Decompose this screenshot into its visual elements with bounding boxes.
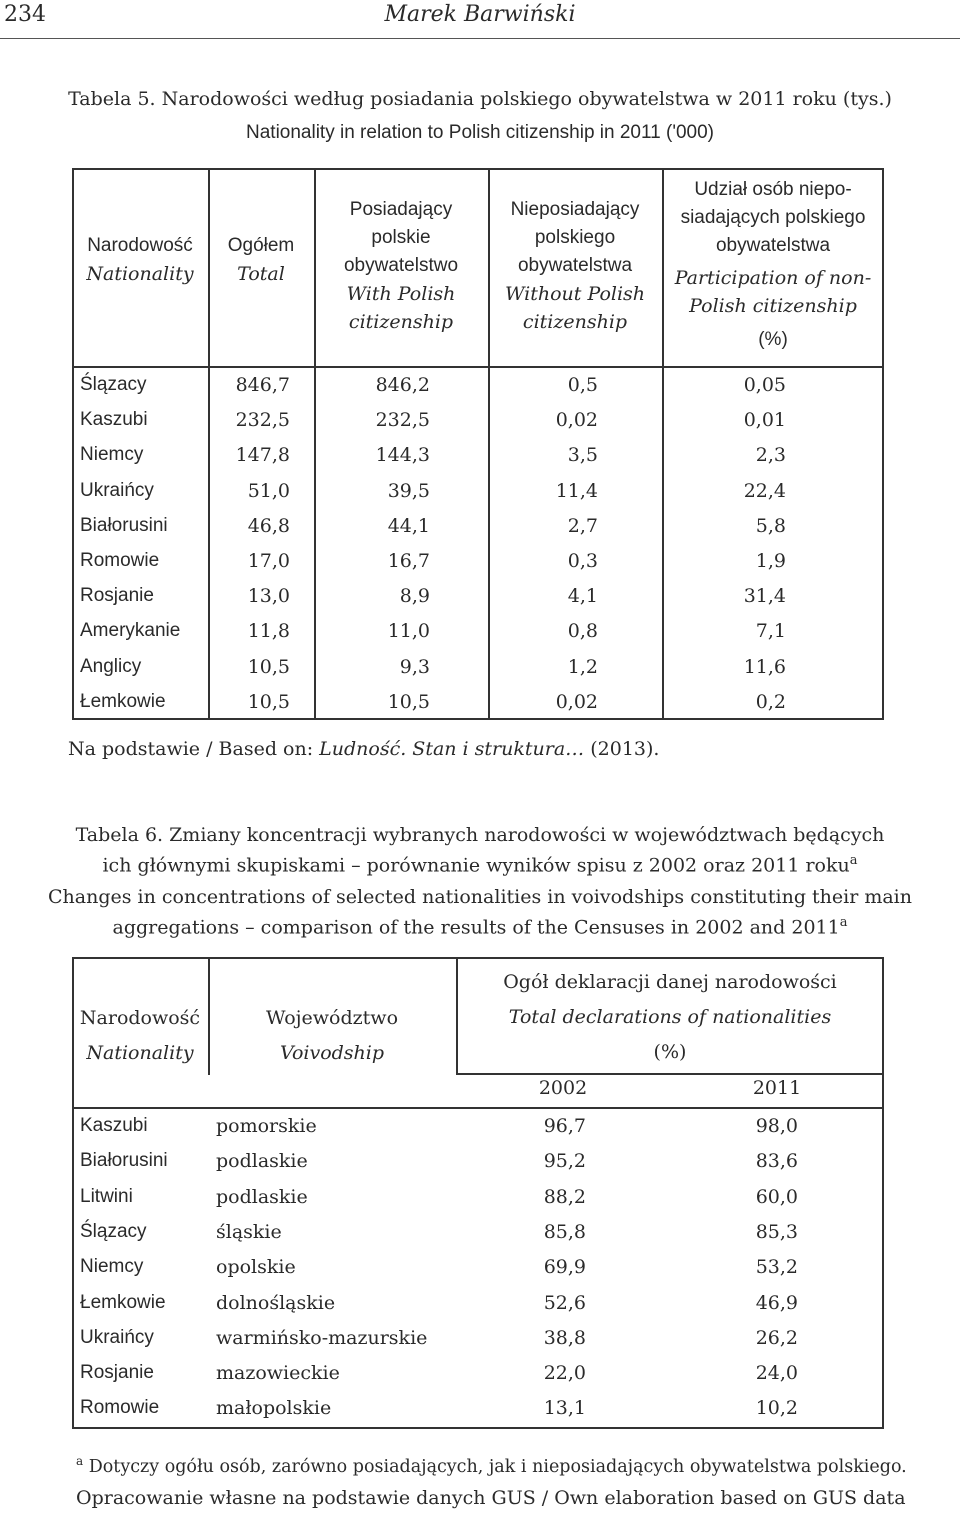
- value-2011-cell: 24,0: [755, 1362, 798, 1385]
- nationality-cell: Ślązacy: [80, 1220, 147, 1242]
- table6-source: Opracowanie własne na podstawie danych GUS / Own elaboration based on GUS data: [76, 1487, 906, 1509]
- header-en: Without Polish: [504, 283, 646, 305]
- table-row: [72, 544, 884, 579]
- footnote-marker: a: [76, 1454, 84, 1468]
- value-cell: 22,4: [743, 479, 786, 502]
- table6-header-nationality: [72, 1001, 208, 1071]
- value-2011-cell: 83,6: [755, 1150, 798, 1173]
- value-cell: 232,5: [235, 409, 290, 432]
- value-cell: 0,3: [567, 550, 598, 572]
- value-cell: 8,9: [399, 585, 430, 608]
- header-en: Voivodship: [279, 1042, 385, 1064]
- value-2011-cell: 98,0: [755, 1115, 798, 1137]
- value-cell: 10,5: [387, 690, 430, 713]
- caption-text: aggregations – comparison of the results of the Censuses in 2002 and 2011: [112, 916, 840, 939]
- header-unit: (%): [653, 1041, 687, 1063]
- header-pl: Narodowość: [79, 1007, 201, 1029]
- page-number: 234: [4, 2, 46, 27]
- value-cell: 1,9: [755, 550, 786, 572]
- header-pl: Posiadający: [349, 199, 453, 220]
- header-pl: Województwo: [265, 1007, 399, 1029]
- value-2002-cell: 88,2: [543, 1185, 586, 1208]
- value-cell: 144,3: [375, 444, 430, 467]
- value-cell: 0,02: [555, 690, 598, 713]
- value-cell: 1,2: [567, 655, 598, 678]
- nationality-cell: Niemcy: [80, 1256, 144, 1278]
- header-en: Total declarations of nationalities: [508, 1006, 832, 1028]
- value-cell: 16,7: [387, 550, 430, 572]
- source-title: Ludność. Stan i struktura…: [319, 738, 585, 760]
- table5: [72, 168, 884, 720]
- table-row: [72, 474, 884, 509]
- value-2002-cell: 22,0: [543, 1362, 586, 1385]
- table-row: [72, 368, 884, 403]
- nationality-cell: Amerykanie: [80, 620, 181, 642]
- voivodship-cell: mazowieckie: [216, 1362, 340, 1385]
- nationality-cell: Anglicy: [80, 655, 142, 677]
- value-cell: 0,8: [567, 620, 598, 643]
- value-2011-cell: 60,0: [755, 1185, 798, 1208]
- header-en: Nationality: [86, 1042, 194, 1064]
- table5-caption-pl: Tabela 5. Narodowości według posiadania polskiego obywatelstwa w 2011 roku (tys.): [68, 88, 892, 110]
- header-en: Nationality: [86, 263, 194, 285]
- table5-header-without-citizenship: [488, 196, 662, 336]
- value-cell: 2,7: [567, 514, 598, 537]
- table6: [72, 957, 884, 1429]
- value-cell: 2,3: [755, 444, 786, 467]
- voivodship-cell: podlaskie: [216, 1185, 308, 1208]
- table-row: [72, 1391, 884, 1426]
- value-cell: 46,8: [247, 514, 290, 537]
- value-cell: 17,0: [247, 550, 290, 572]
- nationality-cell: Romowie: [80, 1397, 160, 1419]
- table6-caption-pl-1: Tabela 6. Zmiany koncentracji wybranych narodowości w województwach będących: [75, 824, 885, 846]
- value-cell: 5,8: [755, 514, 786, 537]
- header-pl: obywatelstwa: [715, 235, 831, 256]
- value-cell: 0,5: [567, 374, 598, 396]
- table5-header-total: [208, 232, 314, 288]
- value-2002-cell: 69,9: [543, 1256, 586, 1279]
- value-cell: 9,3: [399, 655, 430, 678]
- header-pl: Narodowość: [87, 235, 193, 256]
- table6-caption-pl-2: [0, 848, 960, 878]
- table-row: [72, 1180, 884, 1215]
- header-en: citizenship: [522, 311, 628, 333]
- header-rule: [0, 38, 960, 39]
- header-pl: Ogół deklaracji danej narodowości: [503, 971, 837, 993]
- value-2011-cell: 26,2: [755, 1326, 798, 1349]
- table-row: [72, 650, 884, 685]
- value-2002-cell: 85,8: [543, 1220, 586, 1243]
- table5-header-participation: [662, 176, 884, 354]
- header-pl: polskiego: [534, 227, 616, 248]
- nationality-cell: Rosjanie: [80, 1362, 154, 1384]
- table-row: [72, 1321, 884, 1356]
- table6-year-2011: 2011: [752, 1077, 802, 1099]
- value-cell: 846,7: [235, 374, 290, 396]
- table-row: [72, 438, 884, 473]
- value-cell: 11,6: [743, 655, 786, 678]
- table-row: [72, 1144, 884, 1179]
- header-en: Polish citizenship: [689, 295, 857, 317]
- table6-header-voivodship: [208, 1001, 456, 1071]
- table-row: [72, 403, 884, 438]
- source-prefix: Na podstawie / Based on:: [68, 738, 320, 760]
- source-year: (2013).: [584, 738, 660, 760]
- nationality-cell: Ukraińcy: [80, 1326, 154, 1348]
- voivodship-cell: śląskie: [216, 1220, 282, 1243]
- header-pl: Nieposiadający: [510, 199, 640, 220]
- table6-header-total-declarations: [456, 965, 884, 1070]
- value-cell: 0,02: [555, 409, 598, 432]
- value-cell: 147,8: [235, 444, 290, 467]
- table-row: [72, 1250, 884, 1285]
- table6-caption-en-2: [0, 910, 960, 940]
- value-cell: 13,0: [247, 585, 290, 608]
- nationality-cell: Łemkowie: [80, 690, 166, 712]
- nationality-cell: Niemcy: [80, 444, 144, 466]
- header-en: citizenship: [348, 311, 454, 333]
- table-row: [72, 614, 884, 649]
- value-2011-cell: 85,3: [755, 1220, 798, 1243]
- value-cell: 11,8: [247, 620, 290, 643]
- value-2011-cell: 10,2: [755, 1397, 798, 1420]
- table-row: [72, 1286, 884, 1321]
- value-2002-cell: 96,7: [543, 1115, 586, 1137]
- header-pl: Ogółem: [227, 235, 295, 256]
- value-cell: 7,1: [755, 620, 786, 643]
- nationality-cell: Ukraińcy: [80, 479, 154, 501]
- nationality-cell: Kaszubi: [80, 1115, 148, 1136]
- table6-caption-en-1: Changes in concentrations of selected nationalities in voivodships constituting their main: [47, 886, 912, 908]
- nationality-cell: Romowie: [80, 550, 160, 571]
- value-2011-cell: 46,9: [755, 1291, 798, 1314]
- value-cell: 0,05: [743, 374, 786, 396]
- table6-year-2002: 2002: [538, 1077, 588, 1099]
- table-row: [72, 685, 884, 720]
- value-2002-cell: 52,6: [543, 1291, 586, 1314]
- voivodship-cell: warmińsko-mazurskie: [216, 1326, 428, 1349]
- nationality-cell: Ślązacy: [80, 374, 147, 395]
- value-cell: 39,5: [387, 479, 430, 502]
- voivodship-cell: pomorskie: [216, 1115, 317, 1137]
- header-pl: Udział osób niepo-: [694, 179, 852, 200]
- value-cell: 11,4: [555, 479, 598, 502]
- voivodship-cell: dolnośląskie: [216, 1291, 336, 1314]
- caption-sup: a: [839, 915, 848, 930]
- value-cell: 4,1: [567, 585, 598, 608]
- value-cell: 51,0: [247, 479, 290, 502]
- value-2011-cell: 53,2: [755, 1256, 798, 1279]
- nationality-cell: Białorusini: [80, 514, 168, 536]
- table5-header-with-citizenship: [314, 196, 488, 336]
- footnote-text: Dotyczy ogółu osób, zarówno posiadających, jak i nieposiadających obywatelstwa polskiego.: [88, 1456, 907, 1477]
- table-row: [72, 1109, 884, 1144]
- value-cell: 0,01: [743, 409, 786, 432]
- caption-sup: a: [849, 853, 858, 868]
- table6-year-rule: [456, 1073, 884, 1075]
- table5-source: [68, 738, 659, 760]
- value-cell: 44,1: [387, 514, 430, 537]
- table5-caption-en: Nationality in relation to Polish citizenship in 2011 ('000): [246, 122, 714, 143]
- voivodship-cell: podlaskie: [216, 1150, 308, 1173]
- header-pl: obywatelstwa: [517, 255, 633, 276]
- value-2002-cell: 95,2: [543, 1150, 586, 1173]
- table-row: [72, 509, 884, 544]
- value-2002-cell: 13,1: [543, 1397, 586, 1420]
- nationality-cell: Kaszubi: [80, 409, 148, 431]
- table6-footnote: [76, 1454, 907, 1477]
- voivodship-cell: opolskie: [216, 1256, 296, 1279]
- value-cell: 0,2: [755, 690, 786, 713]
- running-head-author: Marek Barwiński: [384, 2, 576, 27]
- value-cell: 10,5: [247, 655, 290, 678]
- header-en: With Polish: [346, 283, 456, 305]
- value-cell: 31,4: [743, 585, 786, 608]
- value-cell: 846,2: [375, 374, 430, 396]
- caption-text: ich głównymi skupiskami – porównanie wyników spisu z 2002 oraz 2011 roku: [102, 854, 850, 877]
- voivodship-cell: małopolskie: [216, 1397, 332, 1420]
- header-pl: polskie: [371, 227, 431, 248]
- value-cell: 10,5: [247, 690, 290, 713]
- table5-header-nationality: [72, 232, 208, 288]
- value-2002-cell: 38,8: [543, 1326, 586, 1349]
- header-pl: obywatelstwo: [343, 255, 459, 276]
- nationality-cell: Litwini: [80, 1185, 133, 1207]
- nationality-cell: Rosjanie: [80, 585, 154, 607]
- header-en: Participation of non-: [674, 267, 872, 289]
- value-cell: 3,5: [567, 444, 598, 467]
- header-pl: siadających polskiego: [680, 207, 866, 228]
- header-en: Total: [237, 263, 285, 285]
- nationality-cell: Łemkowie: [80, 1291, 166, 1313]
- table-row: [72, 1356, 884, 1391]
- table-row: [72, 1215, 884, 1250]
- table-row: [72, 579, 884, 614]
- value-cell: 232,5: [375, 409, 430, 432]
- value-cell: 11,0: [387, 620, 430, 643]
- header-unit: (%): [758, 329, 788, 350]
- nationality-cell: Białorusini: [80, 1150, 168, 1172]
